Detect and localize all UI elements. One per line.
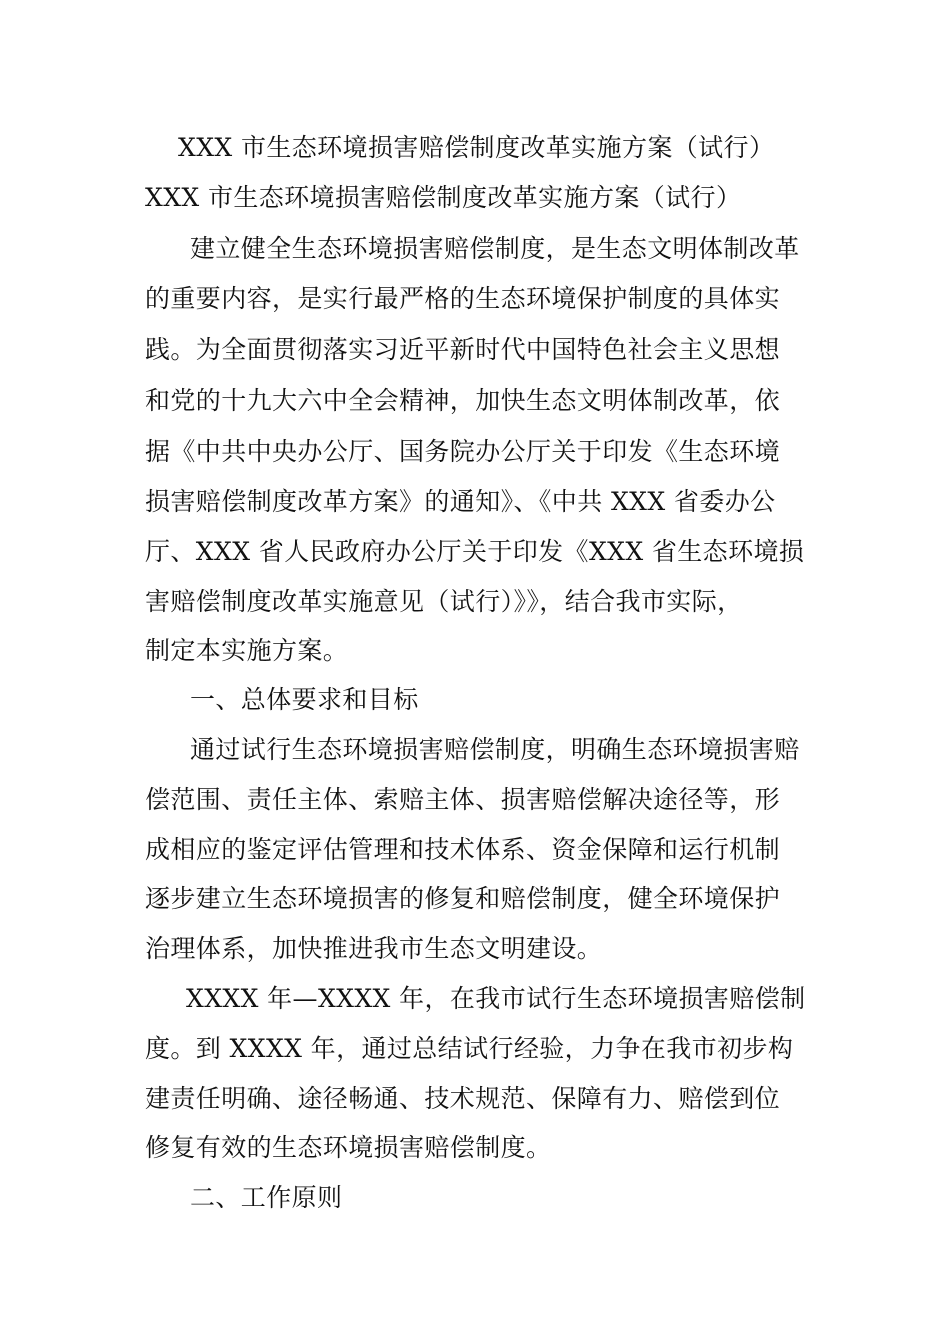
paragraph-line: 治理体系，加快推进我市生态文明建设。 <box>145 934 603 963</box>
paragraph-line: 的重要内容，是实行最严格的生态环境保护制度的具体实 <box>145 284 781 313</box>
paragraph-line: 践。为全面贯彻落实习近平新时代中国特色社会主义思想 <box>145 335 781 364</box>
paragraph-line: 害赔偿制度改革实施意见（试行）》》，结合我市实际， <box>145 587 743 616</box>
paragraph-line: 逐步建立生态环境损害的修复和赔偿制度，健全环境保护 <box>145 884 781 913</box>
paragraph-line: 损害赔偿制度改革方案》的通知》、《中共 XXX 省委办公 <box>145 487 776 516</box>
paragraph-line: 度。到 XXXX 年，通过总结试行经验，力争在我市初步构 <box>145 1034 794 1063</box>
paragraph-line: 成相应的鉴定评估管理和技术体系、资金保障和运行机制 <box>145 835 781 864</box>
paragraph-line: 建立健全生态环境损害赔偿制度，是生态文明体制改革 <box>190 234 800 263</box>
paragraph-line: XXXX 年—XXXX 年，在我市试行生态环境损害赔偿制 <box>186 984 806 1013</box>
paragraph-line: 据《中共中央办公厅、国务院办公厅关于印发《生态环境 <box>145 437 781 466</box>
document-subtitle: XXX 市生态环境损害赔偿制度改革实施方案（试行） <box>145 183 742 212</box>
paragraph-line: 通过试行生态环境损害赔偿制度，明确生态环境损害赔 <box>190 735 800 764</box>
paragraph-line: 和党的十九大六中全会精神，加快生态文明体制改革，依 <box>145 386 781 415</box>
paragraph-line: 厅、XXX 省人民政府办公厅关于印发《XXX 省生态环境损 <box>145 537 805 566</box>
document-title: XXX 市生态环境损害赔偿制度改革实施方案（试行） <box>178 133 775 162</box>
paragraph-line: 制定本实施方案。 <box>145 636 349 665</box>
section-heading-2: 二、工作原则 <box>190 1183 343 1212</box>
paragraph-line: 修复有效的生态环境损害赔偿制度。 <box>145 1133 552 1162</box>
section-heading-1: 一、总体要求和目标 <box>190 685 419 714</box>
paragraph-line: 偿范围、责任主体、索赔主体、损害赔偿解决途径等，形 <box>145 785 781 814</box>
paragraph-line: 建责任明确、途径畅通、技术规范、保障有力、赔偿到位 <box>145 1084 781 1113</box>
